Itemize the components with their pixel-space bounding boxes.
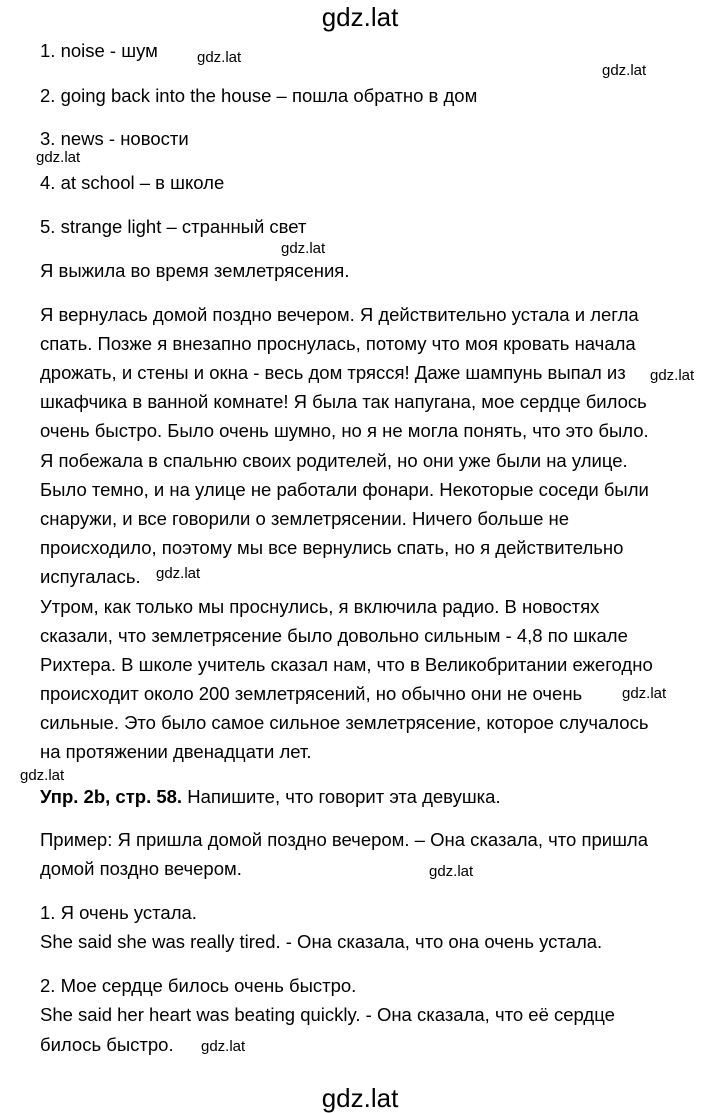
vocab-item-4: 4. at school – в школе: [40, 172, 225, 193]
vocab-item-1: 1. noise - шум: [40, 40, 158, 61]
story-p2-line-4: происходит около 200 землетрясений, но обычно они не очень: [40, 683, 583, 704]
item1-question: 1. Я очень устала.: [40, 902, 197, 923]
example-line-1: Пример: Я пришла домой поздно вечером. – Она сказала, что пришла: [40, 829, 649, 850]
exercise-heading: [40, 786, 501, 808]
site-header: gdz.lat: [321, 2, 399, 32]
watermark: gdz.lat: [281, 240, 326, 257]
watermark: gdz.lat: [602, 62, 647, 79]
item2-question: 2. Мое сердце билось очень быстро.: [40, 975, 357, 996]
story-p2-line-3: Рихтера. В школе учитель сказал нам, что в Великобритании ежегодно: [40, 654, 653, 675]
vocab-item-3: 3. news - новости: [40, 128, 189, 149]
vocab-item-5: 5. strange light – странный свет: [40, 216, 307, 237]
exercise-task: Напишите, что говорит эта девушка.: [182, 786, 501, 807]
watermark: gdz.lat: [622, 685, 667, 702]
watermark: gdz.lat: [201, 1038, 246, 1055]
story-p1-line-4: шкафчика в ванной комнате! Я была так напугана, мое сердце билось: [40, 391, 647, 412]
item2-answer-line-1: She said her heart was beating quickly. - Она сказала, что её сердце: [40, 1004, 615, 1025]
watermark: gdz.lat: [650, 367, 695, 384]
item1-answer: She said she was really tired. - Она сказала, что она очень устала.: [40, 931, 603, 952]
story-p1-line-1: Я вернулась домой поздно вечером. Я действительно устала и легла: [40, 304, 639, 325]
watermark: gdz.lat: [197, 49, 242, 66]
story-p2-line-2: сказали, что землетрясение было довольно сильным - 4,8 по шкале: [40, 625, 628, 646]
story-p1-line-3: дрожать, и стены и окна - весь дом трясся! Даже шампунь выпал из: [40, 362, 626, 383]
story-p1-line-6: Я побежала в спальню своих родителей, но они уже были на улице.: [40, 450, 628, 471]
exercise-ref: Упр. 2b, стр. 58.: [40, 786, 183, 807]
item2-answer-line-2: билось быстро.: [40, 1034, 174, 1055]
watermark: gdz.lat: [36, 149, 81, 166]
story-p1-line-2: спать. Позже я внезапно проснулась, потому что моя кровать начала: [40, 333, 636, 354]
watermark: gdz.lat: [429, 863, 474, 880]
vocab-item-2: 2. going back into the house – пошла обратно в дом: [40, 85, 478, 106]
story-p2-line-5: сильные. Это было самое сильное землетрясение, которое случалось: [40, 712, 649, 733]
example-line-2: домой поздно вечером.: [40, 858, 242, 879]
story-p1-line-5: очень быстро. Было очень шумно, но я не могла понять, что это было.: [40, 420, 649, 441]
story-p1-line-8: снаружи, и все говорили о землетрясении. Ничего больше не: [40, 508, 570, 529]
story-p1-line-10: испугалась.: [40, 566, 141, 587]
story-p1-line-9: происходило, поэтому мы все вернулись спать, но я действительно: [40, 537, 624, 558]
story-p2-line-6: на протяжении двенадцати лет.: [40, 741, 312, 762]
story-p1-line-7: Было темно, и на улице не работали фонари. Некоторые соседи были: [40, 479, 649, 500]
watermark: gdz.lat: [20, 767, 65, 784]
story-p2-line-1: Утром, как только мы проснулись, я включила радио. В новостях: [40, 596, 600, 617]
site-footer: gdz.lat: [321, 1083, 399, 1113]
watermark: gdz.lat: [156, 565, 201, 582]
story-title: Я выжила во время землетрясения.: [40, 260, 350, 281]
